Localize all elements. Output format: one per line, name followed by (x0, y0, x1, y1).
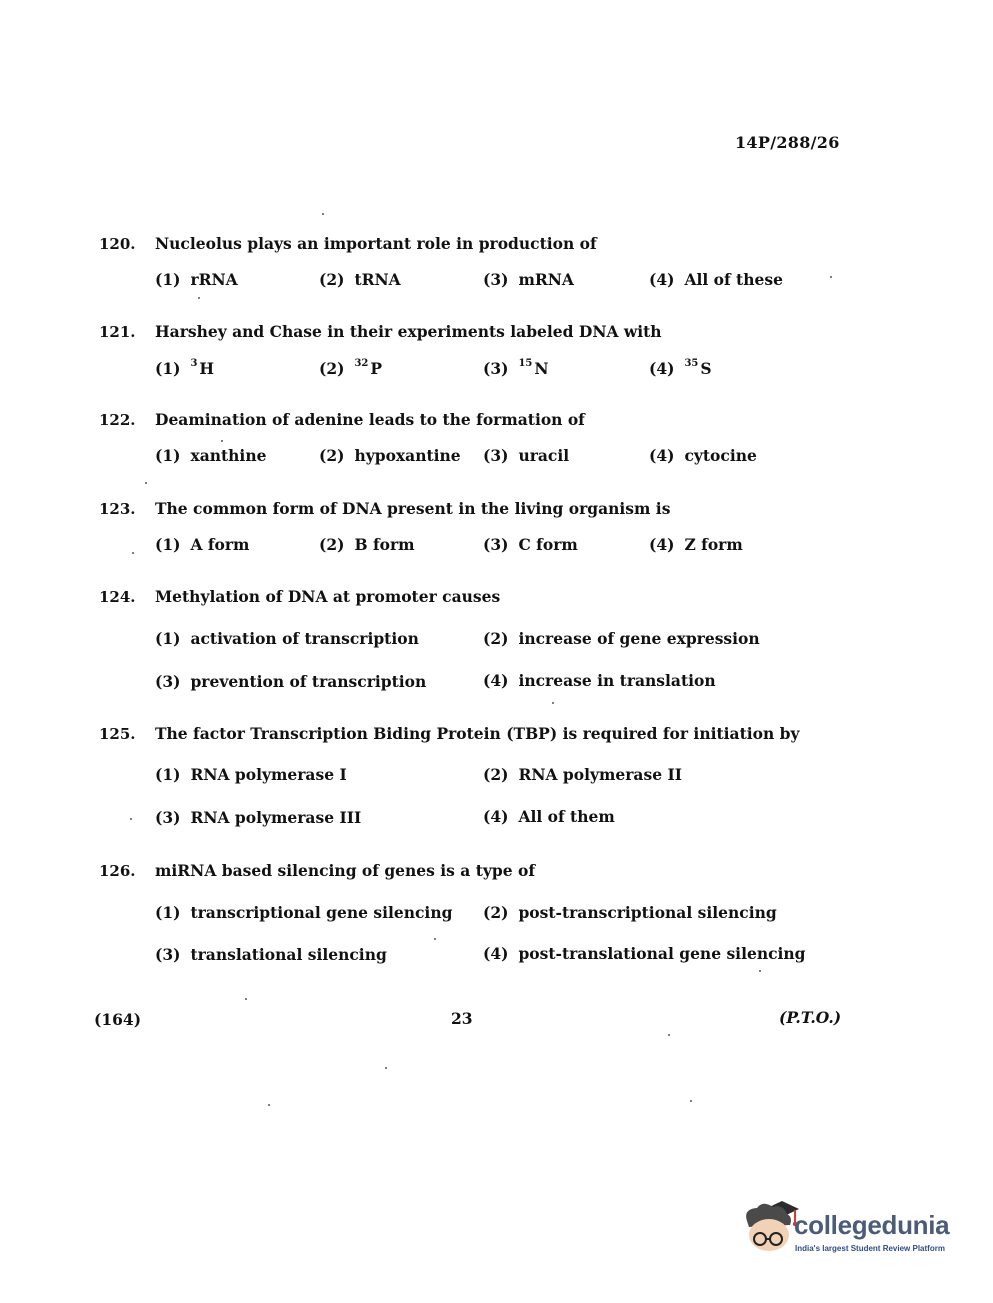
option-number: (4) (649, 446, 675, 465)
option-number: (1) (155, 629, 181, 648)
option (319, 535, 415, 554)
option-text: B form (354, 535, 415, 554)
paper-code: 14P/288/26 (735, 133, 840, 152)
option-number: (3) (155, 945, 181, 964)
option-number: (1) (155, 535, 181, 554)
scan-speck (130, 818, 132, 820)
option (155, 446, 266, 465)
option-text: hypoxantine (354, 446, 461, 465)
option-text: A form (190, 535, 250, 554)
option (319, 270, 401, 289)
question-text: The factor Transcription Biding Protein (TBP) is required for initiation by (155, 724, 800, 743)
option-number: (3) (483, 446, 509, 465)
scan-speck (668, 1034, 670, 1036)
option (319, 359, 382, 378)
option (649, 359, 712, 378)
option (155, 359, 214, 378)
scan-speck (830, 276, 832, 278)
scan-speck (145, 482, 147, 484)
option-number: (2) (319, 446, 345, 465)
scan-speck (690, 1100, 692, 1102)
question-number: 124. (99, 588, 136, 606)
question-number: 121. (99, 323, 136, 341)
option-text: All of them (518, 807, 615, 826)
question-number: 126. (99, 862, 136, 880)
option-text: post-translational gene silencing (518, 944, 806, 963)
option-text: activation of transcription (190, 629, 419, 648)
option-number: (1) (155, 765, 181, 784)
question-number: 125. (99, 725, 136, 743)
scan-speck (759, 970, 761, 972)
option-number: (2) (483, 765, 509, 784)
option-number: (2) (319, 359, 345, 378)
option-text: All of these (684, 270, 783, 289)
question-text: miRNA based silencing of genes is a type of (155, 861, 535, 880)
question-text: Nucleolus plays an important role in production of (155, 234, 597, 253)
option-text: N (534, 359, 549, 378)
scan-speck (221, 440, 223, 442)
option-number: (2) (483, 629, 509, 648)
option (155, 808, 361, 827)
option-text: increase in translation (518, 671, 716, 690)
option-number: (3) (155, 672, 181, 691)
scan-speck (268, 1104, 270, 1106)
option-number: (3) (483, 535, 509, 554)
option-text: tRNA (354, 270, 401, 289)
option-text: rRNA (190, 270, 238, 289)
option-text: xanthine (190, 446, 267, 465)
option-text: increase of gene expression (518, 629, 760, 648)
option-number: (3) (483, 270, 509, 289)
option (155, 270, 238, 289)
option-text: C form (518, 535, 578, 554)
scan-speck (198, 297, 200, 299)
isotope-mass-number: 32 (354, 357, 369, 369)
option-text: cytocine (684, 446, 757, 465)
isotope-mass-number: 15 (518, 357, 533, 369)
option (649, 270, 783, 289)
option (649, 535, 743, 554)
question-text: Deamination of adenine leads to the formation of (155, 410, 585, 429)
option (483, 629, 760, 648)
option (483, 671, 716, 690)
option-number: (3) (483, 359, 509, 378)
option (155, 765, 347, 784)
option (155, 535, 249, 554)
option-text: S (700, 359, 712, 378)
option-number: (2) (319, 270, 345, 289)
option (483, 535, 578, 554)
option (483, 807, 615, 826)
option-number: (4) (483, 807, 509, 826)
option-number: (1) (155, 270, 181, 289)
option-number: (4) (649, 270, 675, 289)
option-text: RNA polymerase III (190, 808, 362, 827)
question-text: Methylation of DNA at promoter causes (155, 587, 501, 606)
option-number: (4) (649, 359, 675, 378)
option-number: (2) (483, 903, 509, 922)
option-text: Z form (684, 535, 743, 554)
option-number: (3) (155, 808, 181, 827)
option-text: P (370, 359, 383, 378)
option-number: (1) (155, 446, 181, 465)
question-number: 123. (99, 500, 136, 518)
option (483, 446, 569, 465)
option-text: mRNA (518, 270, 574, 289)
option-text: H (199, 359, 215, 378)
isotope-mass-number: 35 (684, 357, 699, 369)
option-text: RNA polymerase II (518, 765, 682, 784)
please-turn-over: (P.T.O.) (779, 1008, 842, 1027)
option-text: translational silencing (190, 945, 387, 964)
option (483, 765, 682, 784)
option (483, 359, 549, 378)
scan-speck (434, 938, 436, 940)
option-number: (1) (155, 903, 181, 922)
option-number: (4) (649, 535, 675, 554)
option (483, 270, 574, 289)
option (483, 944, 806, 963)
option-text: transcriptional gene silencing (190, 903, 453, 922)
option (155, 945, 387, 964)
scan-speck (552, 702, 554, 704)
option (649, 446, 757, 465)
isotope-mass-number: 3 (190, 357, 198, 369)
option-number: (1) (155, 359, 181, 378)
logo-tagline: India's largest Student Review Platform (795, 1244, 945, 1253)
page-number: 23 (451, 1009, 473, 1028)
question-number: 120. (99, 235, 136, 253)
option (483, 903, 777, 922)
option-text: uracil (518, 446, 570, 465)
option (155, 903, 452, 922)
booklet-number: (164) (94, 1010, 142, 1029)
option-number: (4) (483, 944, 509, 963)
option (155, 672, 426, 691)
scan-speck (132, 552, 134, 554)
question-text: Harshey and Chase in their experiments labeled DNA with (155, 322, 662, 341)
option (319, 446, 461, 465)
scan-speck (322, 213, 324, 215)
scan-speck (385, 1067, 387, 1069)
option (155, 629, 419, 648)
option-number: (4) (483, 671, 509, 690)
option-text: post-transcriptional silencing (518, 903, 777, 922)
option-text: RNA polymerase I (190, 765, 347, 784)
question-text: The common form of DNA present in the living organism is (155, 499, 671, 518)
scan-speck (245, 998, 247, 1000)
option-number: (2) (319, 535, 345, 554)
option-text: prevention of transcription (190, 672, 427, 691)
logo-wordmark: collegedunia (794, 1210, 950, 1240)
question-number: 122. (99, 411, 136, 429)
